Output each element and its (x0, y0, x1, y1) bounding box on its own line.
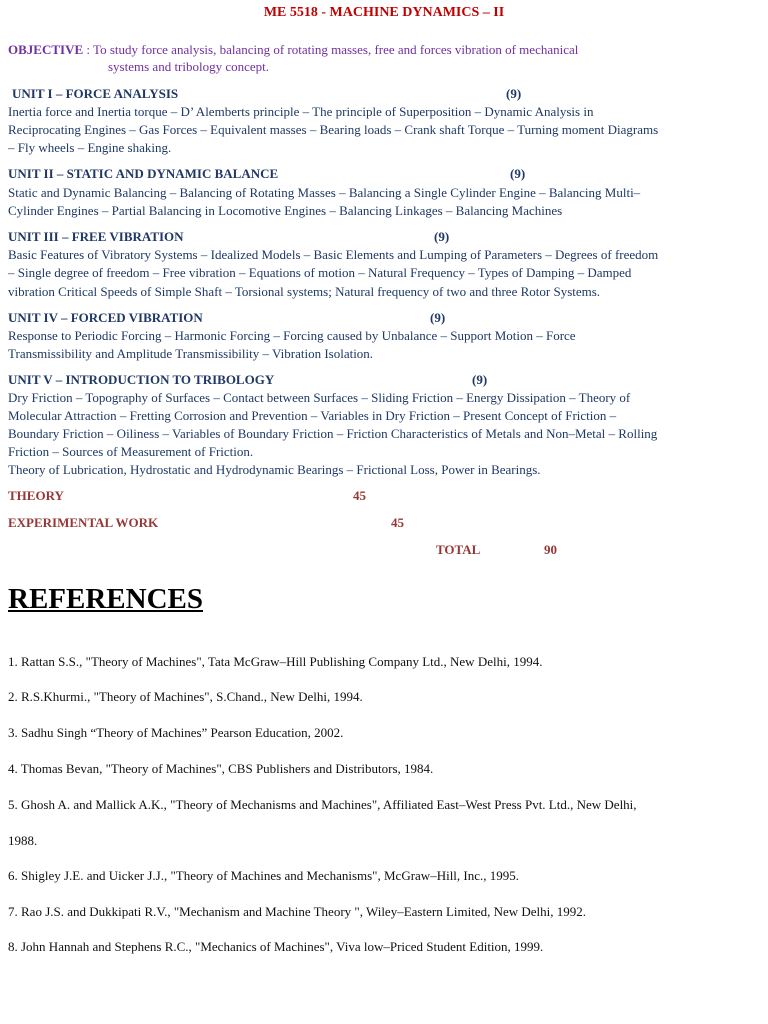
reference-1: 1. Rattan S.S., "Theory of Machines", Tata McGraw–Hill Publishing Company Ltd., New Delhi, 1994. (8, 654, 543, 669)
unit-1-heading: UNIT I – FORCE ANALYSIS (12, 86, 179, 101)
unit-5-line-5: Theory of Lubrication, Hydrostatic and Hydrodynamic Bearings – Frictional Loss, Power in Bearings. (8, 462, 541, 477)
reference-6: 6. Shigley J.E. and Uicker J.J., "Theory of Machines and Mechanisms", McGraw–Hill, Inc., 1995. (8, 868, 520, 883)
unit-4-line-1: Response to Periodic Forcing – Harmonic Forcing – Forcing caused by Unbalance – Support Motion – Force (8, 328, 576, 343)
reference-3: 3. Sadhu Singh “Theory of Machines” Pearson Education, 2002. (8, 725, 344, 740)
reference-5-continued: 1988. (8, 833, 38, 848)
unit-2-hours: (9) (510, 166, 526, 181)
unit-3-line-3: vibration Critical Speeds of Simple Shaft – Torsional systems; Natural frequency of two and three Rotor Systems. (8, 284, 601, 299)
objective (8, 40, 578, 59)
reference-2: 2. R.S.Khurmi., "Theory of Machines", S.Chand., New Delhi, 1994. (8, 689, 363, 704)
unit-2-heading: UNIT II – STATIC AND DYNAMIC BALANCE (8, 166, 279, 181)
total-hours: 90 (544, 542, 557, 557)
unit-3-hours: (9) (434, 229, 450, 244)
unit-1-line-2: Reciprocating Engines – Gas Forces – Equivalent masses – Bearing loads – Crank shaft Torque – Turning moment Diagrams (8, 122, 659, 137)
theory-label: THEORY (8, 488, 64, 503)
unit-5-line-4: Friction – Sources of Measurement of Friction. (8, 444, 254, 459)
reference-5: 5. Ghosh A. and Mallick A.K., "Theory of Mechanisms and Machines", Affiliated East–West Press Pvt. Ltd., New Delhi, (8, 797, 637, 812)
unit-2-line-2: Cylinder Engines – Partial Balancing in Locomotive Engines – Balancing Linkages – Balancing Machines (8, 203, 563, 218)
experimental-hours: 45 (391, 515, 404, 530)
unit-1-hours: (9) (506, 86, 522, 101)
objective-separator: : (83, 42, 94, 57)
unit-4-heading: UNIT IV – FORCED VIBRATION (8, 310, 203, 325)
unit-4-line-2: Transmissibility and Amplitude Transmissibility – Vibration Isolation. (8, 346, 374, 361)
unit-5-heading: UNIT V – INTRODUCTION TO TRIBOLOGY (8, 372, 275, 387)
objective-text-line-1: To study force analysis, balancing of rotating masses, free and forces vibration of mechanical (93, 42, 579, 57)
unit-2-line-1: Static and Dynamic Balancing – Balancing of Rotating Masses – Balancing a Single Cylinder Engine – Balancing Multi– (8, 185, 641, 200)
unit-4-hours: (9) (430, 310, 446, 325)
objective-text-line-2: systems and tribology concept. (108, 59, 270, 74)
total-label: TOTAL (436, 542, 481, 557)
course-title: ME 5518 - MACHINE DYNAMICS – II (263, 5, 505, 20)
reference-8: 8. John Hannah and Stephens R.C., "Mechanics of Machines", Viva low–Priced Student Edition, 1999. (8, 939, 544, 954)
unit-1-line-1: Inertia force and Inertia torque – D’ Alemberts principle – The principle of Superposition – Dynamic Analysis in (8, 104, 594, 119)
reference-7: 7. Rao J.S. and Dukkipati R.V., "Mechanism and Machine Theory ", Wiley–Eastern Limited, New Delhi, 1992. (8, 904, 587, 919)
objective-label: OBJECTIVE (8, 42, 84, 57)
unit-5-line-3: Boundary Friction – Oiliness – Variables of Boundary Friction – Friction Characteristics of Metals and Non–Metal – Rolling (8, 426, 658, 441)
unit-5-line-2: Molecular Attraction – Fretting Corrosion and Prevention – Variables in Dry Friction – Present Concept of Friction – (8, 408, 617, 423)
unit-3-heading: UNIT III – FREE VIBRATION (8, 229, 184, 244)
references-heading: REFERENCES (8, 583, 203, 615)
unit-1-line-3: – Fly wheels – Engine shaking. (8, 140, 172, 155)
unit-5-hours: (9) (472, 372, 488, 387)
unit-5-line-1: Dry Friction – Topography of Surfaces – Contact between Surfaces – Sliding Friction – Energy Dissipation – Theory of (8, 390, 631, 405)
experimental-label: EXPERIMENTAL WORK (8, 515, 159, 530)
reference-4: 4. Thomas Bevan, "Theory of Machines", CBS Publishers and Distributors, 1984. (8, 761, 434, 776)
unit-3-line-1: Basic Features of Vibratory Systems – Idealized Models – Basic Elements and Lumping of Parameters – Degrees of freedom (8, 247, 659, 262)
unit-3-line-2: – Single degree of freedom – Free vibration – Equations of motion – Natural Frequency – Types of Damping – Damped (8, 265, 632, 280)
theory-hours: 45 (353, 488, 366, 503)
